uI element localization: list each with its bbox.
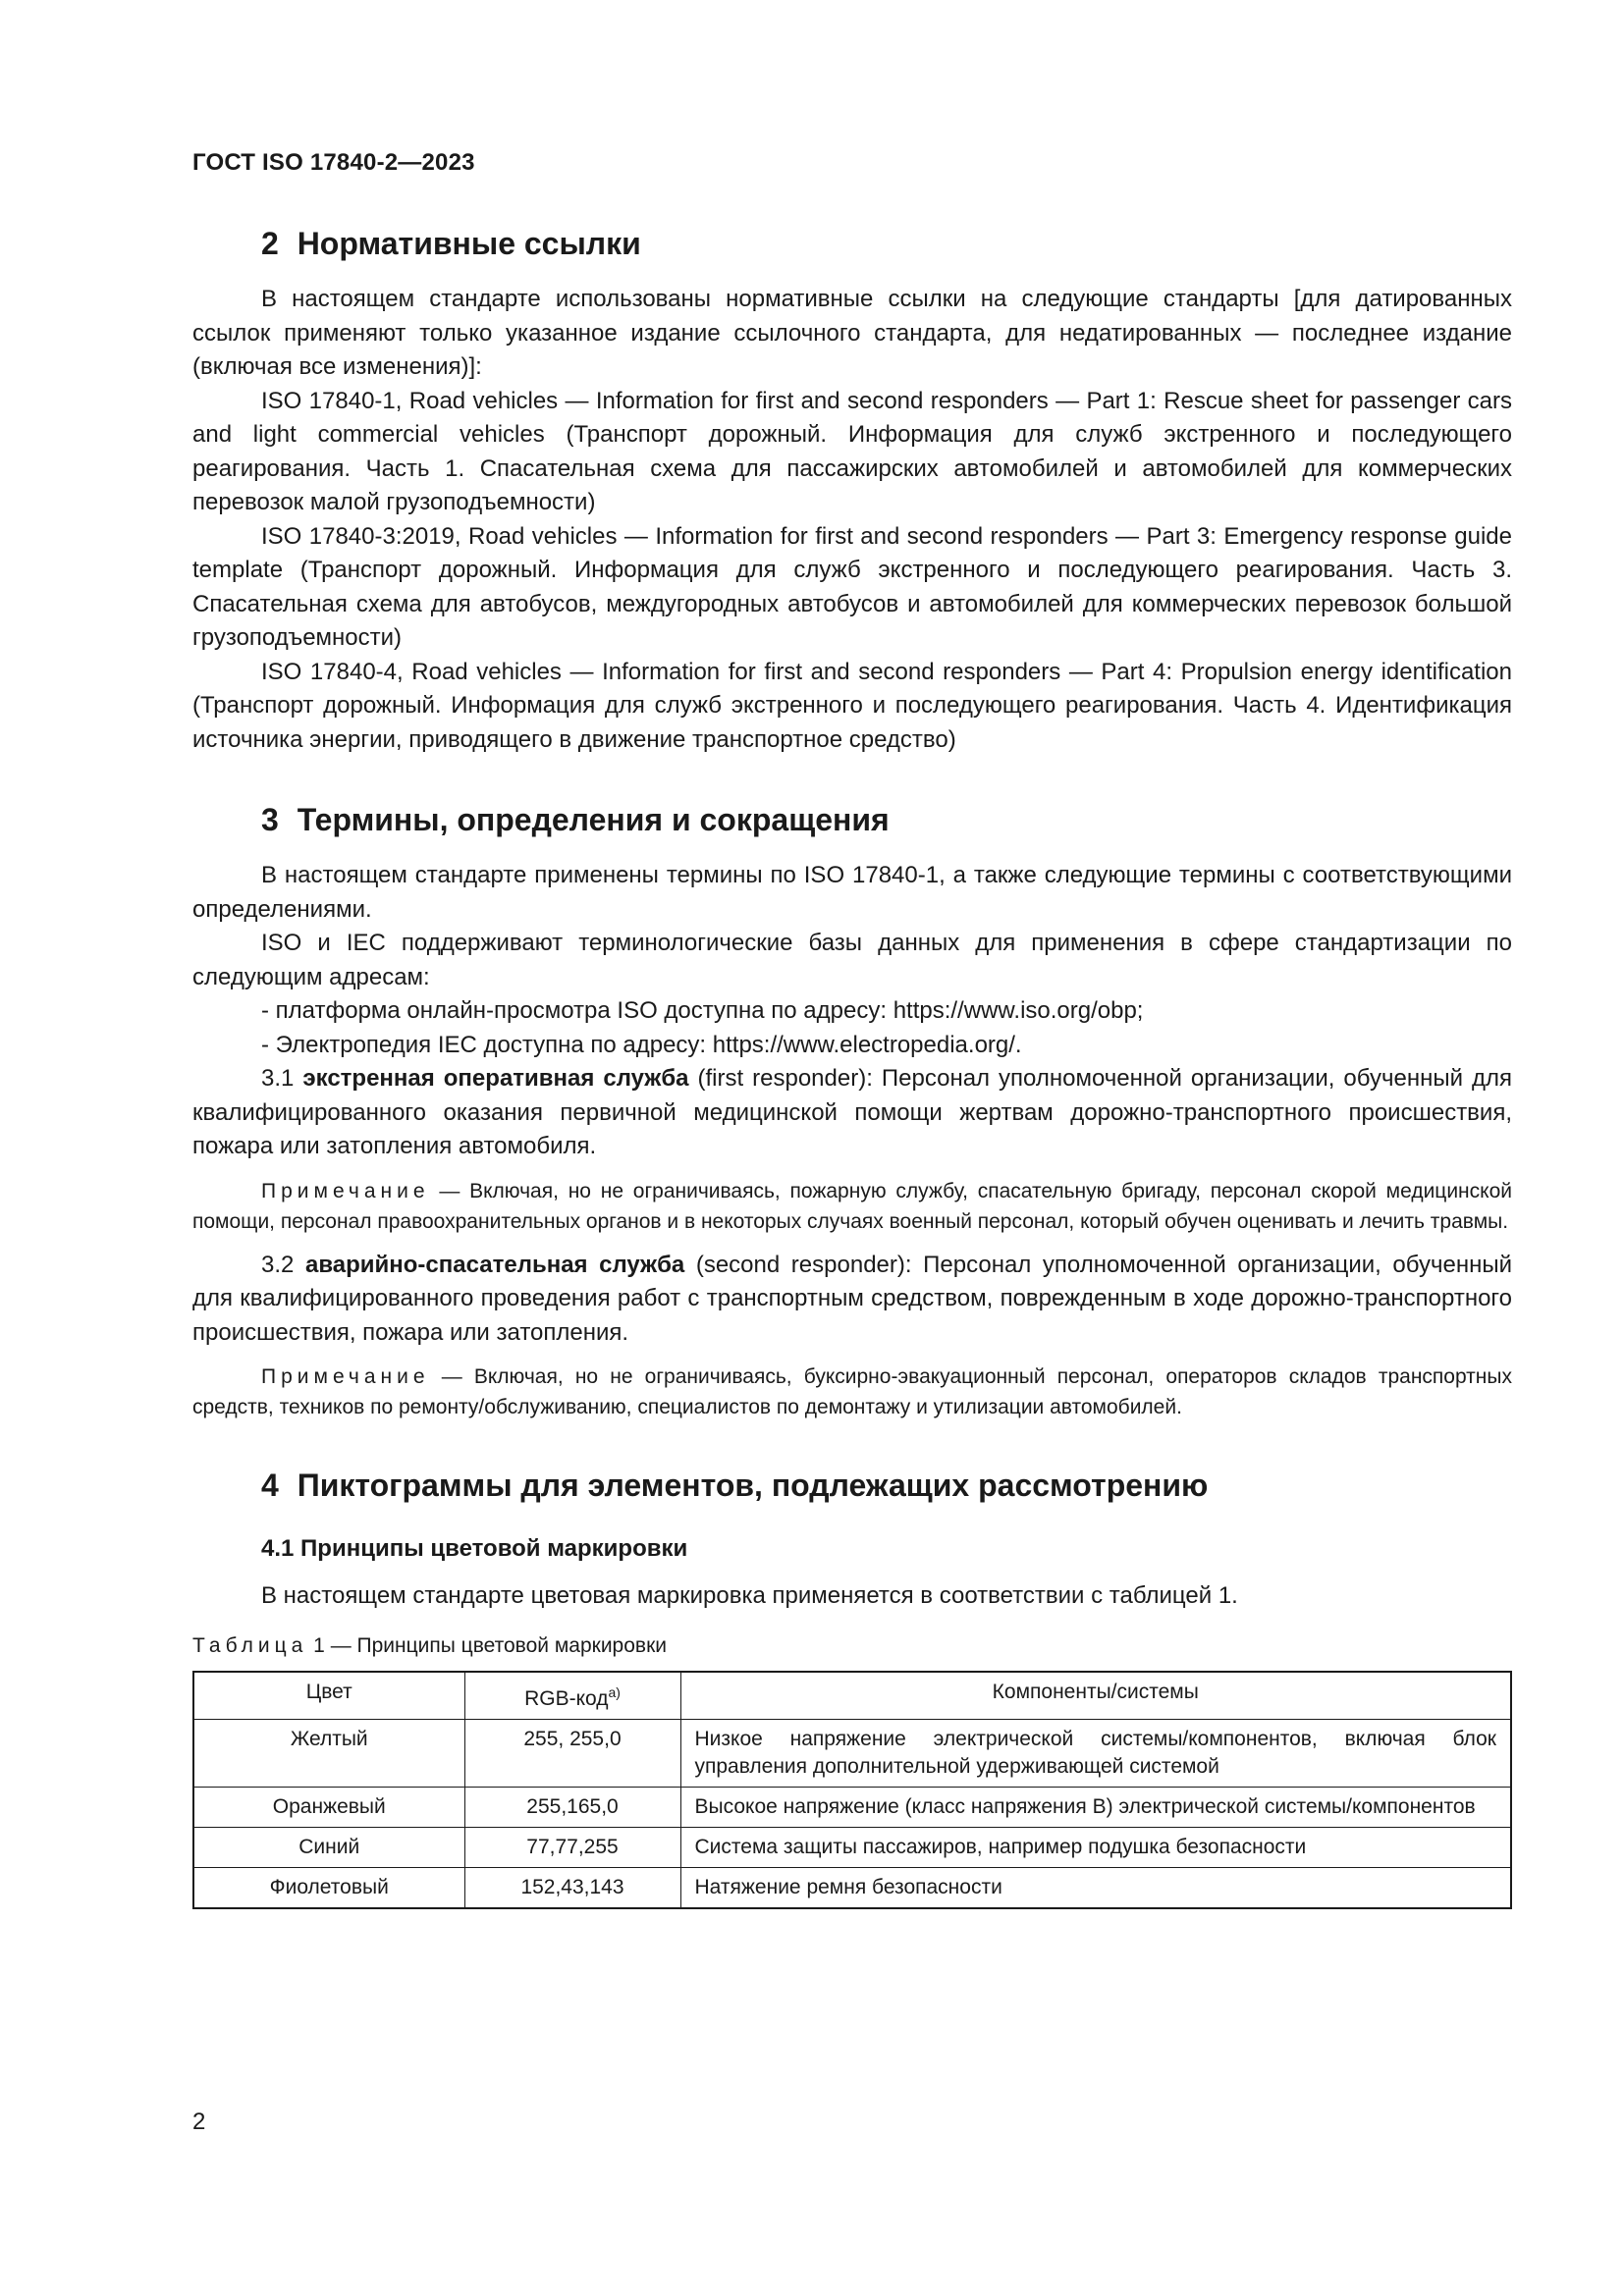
section-title: Нормативные ссылки — [297, 226, 641, 261]
term-definition-3-1 — [192, 1062, 1512, 1164]
list-item: - платформа онлайн-просмотра ISO доступна по адресу: https://www.iso.org/obp; — [261, 997, 1144, 1024]
column-header-components: Компоненты/системы — [680, 1672, 1511, 1720]
term-number: 3.1 — [261, 1065, 295, 1092]
page-number: 2 — [192, 2109, 206, 2135]
subsection-title: Принципы цветовой маркировки — [300, 1535, 688, 1562]
section-2-heading — [192, 224, 1512, 263]
section-3-heading — [192, 800, 1512, 839]
subsection-4-1-heading — [192, 1532, 1512, 1566]
section-3-para: ISO и IEC поддерживают терминологические базы данных для применения в сфере стандартизации по следующим адресам: — [192, 930, 1512, 990]
table-row — [193, 1867, 1511, 1908]
cell-color: Синий — [193, 1827, 464, 1867]
note — [192, 1362, 1512, 1422]
section-number: 2 — [261, 226, 279, 261]
cell-rgb: 77,77,255 — [464, 1827, 680, 1867]
term-definition-3-2 — [192, 1249, 1512, 1351]
table-row — [193, 1827, 1511, 1867]
term-number: 3.2 — [261, 1251, 295, 1278]
term-text: (second responder): Персонал уполномоченной организации, обученный для квалифицированного проведения работ с транспортным средством, поврежденным в ходе дорожно-транспортного происшествия, пожара или затопления. — [192, 1251, 1513, 1346]
list-item: - Электропедия IEC доступна по адресу: https://www.electropedia.org/. — [261, 1031, 1022, 1058]
subsection-number: 4.1 — [261, 1535, 295, 1562]
reference-item: ISO 17840-4, Road vehicles — Information for first and second responders — Part 4: Propulsion energy identification (Транспорт дорожный. Информация для служб экстренного и последующего реагирования. Часть 4. Идентификация источника энергии, приводящего в движение транспортное средство) — [192, 658, 1512, 753]
section-title: Пиктограммы для элементов, подлежащих рассмотрению — [297, 1468, 1209, 1503]
table-caption-text: 1 — Принципы цветовой маркировки — [307, 1633, 667, 1657]
term-name: аварийно-спасательная служба — [304, 1251, 685, 1278]
note-text: — Включая, но не ограничиваясь, буксирно-эвакуационный персонал, операторов складов транспортных средств, техников по ремонту/обслуживанию, специалистов по демонтажу и утилизации автомобилей. — [192, 1365, 1512, 1418]
section-title: Термины, определения и сокращения — [297, 802, 890, 837]
note-label: Примечание — [261, 1179, 430, 1202]
cell-components: Система защиты пассажиров, например подушка безопасности — [680, 1827, 1511, 1867]
section-number: 4 — [261, 1468, 279, 1503]
section-4-para: В настоящем стандарте цветовая маркировка применяется в соответствии с таблицей 1. — [261, 1582, 1238, 1609]
cell-color: Оранжевый — [193, 1787, 464, 1827]
rgb-header-text: RGB-код — [524, 1686, 609, 1710]
table-row — [193, 1719, 1511, 1787]
color-coding-table — [192, 1671, 1512, 1909]
term-text: (first responder): Персонал уполномоченной организации, обученный для квалифицированного оказания первичной медицинской помощи жертвам дорожно-транспортного происшествия, пожара или затопления автомобиля. — [192, 1065, 1512, 1159]
column-header-rgb — [464, 1672, 680, 1720]
column-header-color: Цвет — [193, 1672, 464, 1720]
page-content — [192, 224, 1512, 1909]
reference-item: ISO 17840-1, Road vehicles — Information for first and second responders — Part 1: Rescue sheet for passenger cars and light commercial vehicles (Транспорт дорожный. Информация для служб экстренного и последующего реагирования. Часть 1. Спасательная схема для пассажирских автомобилей и автомобилей для коммерческих перевозок малой грузоподъемности) — [192, 387, 1512, 515]
cell-components: Низкое напряжение электрической системы/компонентов, включая блок управления дополнительной удерживающей системой — [680, 1719, 1511, 1787]
cell-rgb: 255,165,0 — [464, 1787, 680, 1827]
term-name: экстренная оперативная служба — [302, 1065, 689, 1092]
cell-rgb: 255, 255,0 — [464, 1719, 680, 1787]
section-2-intro: В настоящем стандарте использованы нормативные ссылки на следующие стандарты [для датированных ссылок применяют только указанное издание ссылочного стандарта, для недатированных — последнее издание (включая все изменения)]: — [192, 286, 1512, 380]
section-4-heading — [192, 1466, 1512, 1505]
table-caption — [192, 1631, 1512, 1661]
document-id-header: ГОСТ ISO 17840-2—2023 — [192, 149, 475, 176]
section-3-para: В настоящем стандарте применены термины по ISO 17840-1, а также следующие термины с соответствующими определениями. — [192, 862, 1512, 923]
footnote-marker: а) — [608, 1683, 621, 1700]
cell-color: Фиолетовый — [193, 1867, 464, 1908]
cell-components: Высокое напряжение (класс напряжения В) электрической системы/компонентов — [680, 1787, 1511, 1827]
cell-components: Натяжение ремня безопасности — [680, 1867, 1511, 1908]
cell-color: Желтый — [193, 1719, 464, 1787]
note-label: Примечание — [261, 1365, 430, 1388]
table-caption-label: Таблица — [192, 1633, 308, 1657]
table-header-row — [193, 1672, 1511, 1720]
reference-item: ISO 17840-3:2019, Road vehicles — Information for first and second responders — Part 3: Emergency response guide template (Транспорт дорожный. Информация для служб экстренного и последующего реагирования. Часть 3. Спасательная схема для автобусов, междугородных автобусов и автомобилей для коммерческих перевозок большой грузоподъемности) — [192, 522, 1512, 651]
note-text: — Включая, но не ограничиваясь, пожарную службу, спасательную бригаду, персонал скорой медицинской помощи, персонал правоохранительных органов и в некоторых случаях военный персонал, который обучен оценивать и лечить травмы. — [192, 1179, 1512, 1233]
cell-rgb: 152,43,143 — [464, 1867, 680, 1908]
note — [192, 1176, 1512, 1237]
section-number: 3 — [261, 802, 279, 837]
table-row — [193, 1787, 1511, 1827]
